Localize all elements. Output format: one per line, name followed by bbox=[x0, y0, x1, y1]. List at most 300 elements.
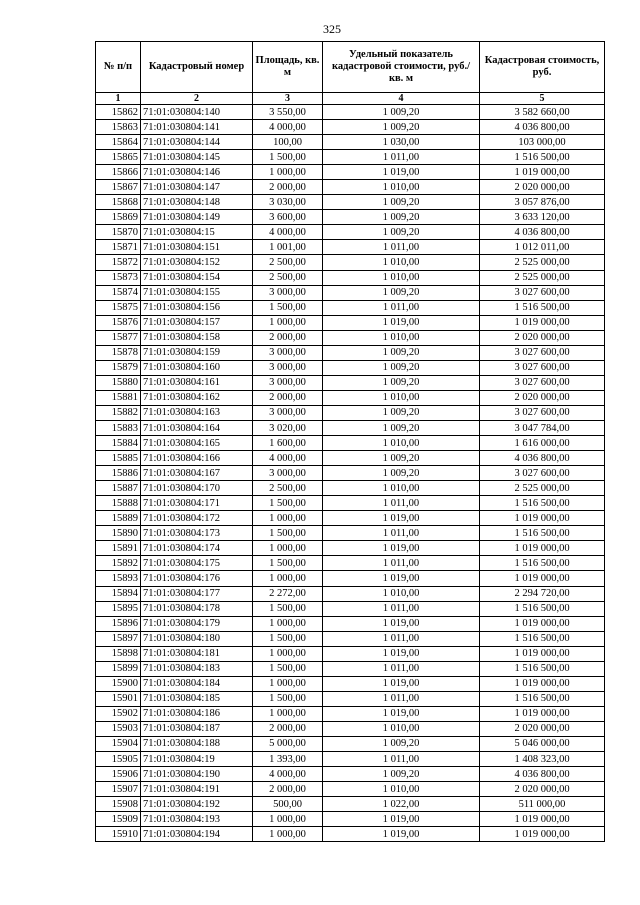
unit-value-cell: 1 010,00 bbox=[323, 481, 480, 496]
area-cell: 1 000,00 bbox=[253, 827, 323, 842]
area-cell: 1 500,00 bbox=[253, 496, 323, 511]
area-cell: 4 000,00 bbox=[253, 120, 323, 135]
row-number-cell: 15864 bbox=[96, 135, 141, 150]
table-row bbox=[96, 812, 605, 827]
unit-value-cell: 1 009,20 bbox=[323, 195, 480, 210]
cadastral-number-cell: 71:01:030804:191 bbox=[141, 782, 253, 797]
table-row bbox=[96, 541, 605, 556]
cadastral-value-cell: 2 020 000,00 bbox=[480, 721, 605, 736]
cadastral-number-cell: 71:01:030804:170 bbox=[141, 481, 253, 496]
area-cell: 4 000,00 bbox=[253, 225, 323, 240]
area-cell: 1 393,00 bbox=[253, 752, 323, 767]
table-row bbox=[96, 782, 605, 797]
row-number-cell: 15905 bbox=[96, 752, 141, 767]
cadastral-number-cell: 71:01:030804:161 bbox=[141, 375, 253, 390]
row-number-cell: 15881 bbox=[96, 390, 141, 405]
unit-value-cell: 1 010,00 bbox=[323, 255, 480, 270]
unit-value-cell: 1 011,00 bbox=[323, 752, 480, 767]
cadastral-value-table bbox=[95, 41, 605, 842]
table-row bbox=[96, 797, 605, 812]
unit-value-cell: 1 009,20 bbox=[323, 420, 480, 435]
area-cell: 3 000,00 bbox=[253, 360, 323, 375]
cadastral-value-cell: 3 027 600,00 bbox=[480, 375, 605, 390]
table-row bbox=[96, 676, 605, 691]
cadastral-value-cell: 1 019 000,00 bbox=[480, 315, 605, 330]
unit-value-cell: 1 019,00 bbox=[323, 571, 480, 586]
cadastral-number-cell: 71:01:030804:177 bbox=[141, 586, 253, 601]
column-number: 5 bbox=[480, 93, 605, 105]
cadastral-value-cell: 1 019 000,00 bbox=[480, 812, 605, 827]
cadastral-number-cell: 71:01:030804:181 bbox=[141, 646, 253, 661]
cadastral-value-cell: 3 057 876,00 bbox=[480, 195, 605, 210]
cadastral-number-cell: 71:01:030804:160 bbox=[141, 360, 253, 375]
row-number-cell: 15888 bbox=[96, 496, 141, 511]
row-number-cell: 15887 bbox=[96, 481, 141, 496]
table-row bbox=[96, 360, 605, 375]
cadastral-number-cell: 71:01:030804:145 bbox=[141, 150, 253, 165]
column-number: 3 bbox=[253, 93, 323, 105]
unit-value-cell: 1 010,00 bbox=[323, 721, 480, 736]
cadastral-value-cell: 3 027 600,00 bbox=[480, 466, 605, 481]
table-row bbox=[96, 345, 605, 360]
table-row bbox=[96, 270, 605, 285]
cadastral-number-cell: 71:01:030804:178 bbox=[141, 601, 253, 616]
cadastral-number-cell: 71:01:030804:141 bbox=[141, 120, 253, 135]
row-number-cell: 15872 bbox=[96, 255, 141, 270]
area-cell: 1 500,00 bbox=[253, 556, 323, 571]
row-number-cell: 15891 bbox=[96, 541, 141, 556]
cadastral-number-cell: 71:01:030804:155 bbox=[141, 285, 253, 300]
cadastral-number-cell: 71:01:030804:149 bbox=[141, 210, 253, 225]
unit-value-cell: 1 009,20 bbox=[323, 105, 480, 120]
area-cell: 5 000,00 bbox=[253, 736, 323, 751]
area-cell: 4 000,00 bbox=[253, 451, 323, 466]
unit-value-cell: 1 010,00 bbox=[323, 330, 480, 345]
area-cell: 2 000,00 bbox=[253, 782, 323, 797]
area-cell: 3 030,00 bbox=[253, 195, 323, 210]
row-number-cell: 15893 bbox=[96, 571, 141, 586]
cadastral-number-cell: 71:01:030804:185 bbox=[141, 691, 253, 706]
cadastral-value-cell: 1 019 000,00 bbox=[480, 541, 605, 556]
area-cell: 2 000,00 bbox=[253, 180, 323, 195]
cadastral-value-cell: 4 036 800,00 bbox=[480, 451, 605, 466]
area-cell: 3 000,00 bbox=[253, 375, 323, 390]
table-row bbox=[96, 721, 605, 736]
area-cell: 100,00 bbox=[253, 135, 323, 150]
cadastral-value-cell: 3 027 600,00 bbox=[480, 360, 605, 375]
cadastral-value-cell: 2 525 000,00 bbox=[480, 255, 605, 270]
row-number-cell: 15884 bbox=[96, 436, 141, 451]
area-cell: 3 000,00 bbox=[253, 405, 323, 420]
cadastral-value-cell: 1 019 000,00 bbox=[480, 511, 605, 526]
table-row bbox=[96, 105, 605, 120]
cadastral-number-cell: 71:01:030804:175 bbox=[141, 556, 253, 571]
unit-value-cell: 1 010,00 bbox=[323, 782, 480, 797]
row-number-cell: 15901 bbox=[96, 691, 141, 706]
unit-value-cell: 1 030,00 bbox=[323, 135, 480, 150]
area-cell: 3 600,00 bbox=[253, 210, 323, 225]
cadastral-number-cell: 71:01:030804:147 bbox=[141, 180, 253, 195]
cadastral-value-cell: 1 516 500,00 bbox=[480, 631, 605, 646]
cadastral-number-cell: 71:01:030804:183 bbox=[141, 661, 253, 676]
cadastral-number-cell: 71:01:030804:19 bbox=[141, 752, 253, 767]
area-cell: 1 000,00 bbox=[253, 511, 323, 526]
column-number: 1 bbox=[96, 93, 141, 105]
row-number-cell: 15885 bbox=[96, 451, 141, 466]
cadastral-value-cell: 5 046 000,00 bbox=[480, 736, 605, 751]
unit-value-cell: 1 011,00 bbox=[323, 300, 480, 315]
area-cell: 500,00 bbox=[253, 797, 323, 812]
table-row bbox=[96, 616, 605, 631]
table-row bbox=[96, 556, 605, 571]
row-number-cell: 15878 bbox=[96, 345, 141, 360]
row-number-cell: 15903 bbox=[96, 721, 141, 736]
unit-value-cell: 1 011,00 bbox=[323, 150, 480, 165]
cadastral-value-cell: 4 036 800,00 bbox=[480, 225, 605, 240]
cadastral-number-cell: 71:01:030804:193 bbox=[141, 812, 253, 827]
cadastral-value-cell: 2 020 000,00 bbox=[480, 330, 605, 345]
cadastral-number-cell: 71:01:030804:190 bbox=[141, 767, 253, 782]
table-row bbox=[96, 405, 605, 420]
area-cell: 2 000,00 bbox=[253, 721, 323, 736]
page-number: 325 bbox=[323, 22, 341, 36]
row-number-cell: 15869 bbox=[96, 210, 141, 225]
unit-value-cell: 1 019,00 bbox=[323, 165, 480, 180]
area-cell: 3 000,00 bbox=[253, 285, 323, 300]
table-row bbox=[96, 496, 605, 511]
column-number: 4 bbox=[323, 93, 480, 105]
table-row bbox=[96, 210, 605, 225]
table-row bbox=[96, 601, 605, 616]
unit-value-cell: 1 019,00 bbox=[323, 541, 480, 556]
unit-value-cell: 1 009,20 bbox=[323, 360, 480, 375]
table-row bbox=[96, 225, 605, 240]
row-number-cell: 15908 bbox=[96, 797, 141, 812]
row-number-cell: 15896 bbox=[96, 616, 141, 631]
cadastral-value-cell: 2 020 000,00 bbox=[480, 180, 605, 195]
area-cell: 1 000,00 bbox=[253, 616, 323, 631]
unit-value-cell: 1 009,20 bbox=[323, 120, 480, 135]
cadastral-value-cell: 103 000,00 bbox=[480, 135, 605, 150]
unit-value-cell: 1 011,00 bbox=[323, 556, 480, 571]
unit-value-cell: 1 011,00 bbox=[323, 240, 480, 255]
table-row bbox=[96, 375, 605, 390]
cadastral-number-cell: 71:01:030804:163 bbox=[141, 405, 253, 420]
area-cell: 1 500,00 bbox=[253, 631, 323, 646]
area-cell: 1 000,00 bbox=[253, 646, 323, 661]
row-number-cell: 15874 bbox=[96, 285, 141, 300]
table-row bbox=[96, 631, 605, 646]
cadastral-number-cell: 71:01:030804:192 bbox=[141, 797, 253, 812]
unit-value-cell: 1 019,00 bbox=[323, 827, 480, 842]
table-row bbox=[96, 150, 605, 165]
unit-value-cell: 1 010,00 bbox=[323, 390, 480, 405]
area-cell: 1 500,00 bbox=[253, 526, 323, 541]
table-header-row bbox=[96, 42, 605, 93]
table-row bbox=[96, 706, 605, 721]
row-number-cell: 15910 bbox=[96, 827, 141, 842]
table-row bbox=[96, 511, 605, 526]
cadastral-value-cell: 2 525 000,00 bbox=[480, 481, 605, 496]
area-cell: 2 500,00 bbox=[253, 481, 323, 496]
cadastral-number-cell: 71:01:030804:140 bbox=[141, 105, 253, 120]
table-row bbox=[96, 466, 605, 481]
cadastral-value-cell: 2 020 000,00 bbox=[480, 782, 605, 797]
area-cell: 1 000,00 bbox=[253, 165, 323, 180]
unit-value-cell: 1 010,00 bbox=[323, 586, 480, 601]
row-number-cell: 15873 bbox=[96, 270, 141, 285]
unit-value-cell: 1 009,20 bbox=[323, 451, 480, 466]
cadastral-number-cell: 71:01:030804:176 bbox=[141, 571, 253, 586]
cadastral-value-cell: 1 019 000,00 bbox=[480, 571, 605, 586]
table-row bbox=[96, 300, 605, 315]
row-number-cell: 15875 bbox=[96, 300, 141, 315]
area-cell: 3 020,00 bbox=[253, 420, 323, 435]
unit-value-cell: 1 011,00 bbox=[323, 691, 480, 706]
unit-value-cell: 1 011,00 bbox=[323, 526, 480, 541]
unit-value-cell: 1 011,00 bbox=[323, 496, 480, 511]
area-cell: 1 000,00 bbox=[253, 541, 323, 556]
cadastral-number-cell: 71:01:030804:156 bbox=[141, 300, 253, 315]
table-row bbox=[96, 661, 605, 676]
cadastral-number-cell: 71:01:030804:146 bbox=[141, 165, 253, 180]
cadastral-value-cell: 1 012 011,00 bbox=[480, 240, 605, 255]
cadastral-value-cell: 1 516 500,00 bbox=[480, 150, 605, 165]
row-number-cell: 15907 bbox=[96, 782, 141, 797]
cadastral-value-cell: 3 633 120,00 bbox=[480, 210, 605, 225]
unit-value-cell: 1 009,20 bbox=[323, 210, 480, 225]
row-number-cell: 15886 bbox=[96, 466, 141, 481]
unit-value-cell: 1 009,20 bbox=[323, 345, 480, 360]
cadastral-number-cell: 71:01:030804:194 bbox=[141, 827, 253, 842]
cadastral-value-cell: 2 525 000,00 bbox=[480, 270, 605, 285]
cadastral-value-cell: 1 019 000,00 bbox=[480, 616, 605, 631]
table-row bbox=[96, 135, 605, 150]
row-number-cell: 15876 bbox=[96, 315, 141, 330]
unit-value-cell: 1 019,00 bbox=[323, 676, 480, 691]
column-number-row bbox=[96, 93, 605, 105]
cadastral-number-cell: 71:01:030804:188 bbox=[141, 736, 253, 751]
cadastral-value-cell: 1 019 000,00 bbox=[480, 827, 605, 842]
table-row bbox=[96, 691, 605, 706]
table-row bbox=[96, 526, 605, 541]
row-number-cell: 15870 bbox=[96, 225, 141, 240]
cadastral-number-cell: 71:01:030804:171 bbox=[141, 496, 253, 511]
row-number-cell: 15890 bbox=[96, 526, 141, 541]
area-cell: 1 500,00 bbox=[253, 661, 323, 676]
cadastral-number-cell: 71:01:030804:159 bbox=[141, 345, 253, 360]
cadastral-value-cell: 1 616 000,00 bbox=[480, 436, 605, 451]
cadastral-value-cell: 1 408 323,00 bbox=[480, 752, 605, 767]
unit-value-cell: 1 019,00 bbox=[323, 646, 480, 661]
area-cell: 1 500,00 bbox=[253, 300, 323, 315]
area-cell: 2 500,00 bbox=[253, 255, 323, 270]
unit-value-cell: 1 009,20 bbox=[323, 375, 480, 390]
row-number-cell: 15871 bbox=[96, 240, 141, 255]
table-row bbox=[96, 180, 605, 195]
table-row bbox=[96, 285, 605, 300]
table-row bbox=[96, 481, 605, 496]
cadastral-value-cell: 1 019 000,00 bbox=[480, 676, 605, 691]
area-cell: 1 500,00 bbox=[253, 601, 323, 616]
cadastral-value-cell: 3 582 660,00 bbox=[480, 105, 605, 120]
row-number-cell: 15867 bbox=[96, 180, 141, 195]
area-cell: 1 000,00 bbox=[253, 706, 323, 721]
table-row bbox=[96, 827, 605, 842]
area-cell: 1 500,00 bbox=[253, 691, 323, 706]
unit-value-cell: 1 009,20 bbox=[323, 405, 480, 420]
cadastral-number-cell: 71:01:030804:165 bbox=[141, 436, 253, 451]
header-cadastral-value: Кадастровая стоимость, руб. bbox=[480, 42, 605, 93]
table-row bbox=[96, 752, 605, 767]
area-cell: 2 000,00 bbox=[253, 390, 323, 405]
header-row-number: № п/п bbox=[96, 42, 141, 93]
table-row bbox=[96, 646, 605, 661]
area-cell: 1 000,00 bbox=[253, 315, 323, 330]
cadastral-number-cell: 71:01:030804:184 bbox=[141, 676, 253, 691]
row-number-cell: 15865 bbox=[96, 150, 141, 165]
unit-value-cell: 1 011,00 bbox=[323, 631, 480, 646]
area-cell: 2 272,00 bbox=[253, 586, 323, 601]
cadastral-number-cell: 71:01:030804:162 bbox=[141, 390, 253, 405]
cadastral-number-cell: 71:01:030804:152 bbox=[141, 255, 253, 270]
unit-value-cell: 1 011,00 bbox=[323, 601, 480, 616]
unit-value-cell: 1 009,20 bbox=[323, 466, 480, 481]
row-number-cell: 15862 bbox=[96, 105, 141, 120]
cadastral-number-cell: 71:01:030804:148 bbox=[141, 195, 253, 210]
row-number-cell: 15879 bbox=[96, 360, 141, 375]
cadastral-value-cell: 3 027 600,00 bbox=[480, 405, 605, 420]
row-number-cell: 15898 bbox=[96, 646, 141, 661]
row-number-cell: 15897 bbox=[96, 631, 141, 646]
unit-value-cell: 1 010,00 bbox=[323, 180, 480, 195]
table-row bbox=[96, 451, 605, 466]
table-row bbox=[96, 571, 605, 586]
cadastral-number-cell: 71:01:030804:172 bbox=[141, 511, 253, 526]
table-row bbox=[96, 586, 605, 601]
cadastral-number-cell: 71:01:030804:157 bbox=[141, 315, 253, 330]
cadastral-number-cell: 71:01:030804:15 bbox=[141, 225, 253, 240]
row-number-cell: 15894 bbox=[96, 586, 141, 601]
area-cell: 4 000,00 bbox=[253, 767, 323, 782]
row-number-cell: 15902 bbox=[96, 706, 141, 721]
row-number-cell: 15895 bbox=[96, 601, 141, 616]
cadastral-number-cell: 71:01:030804:174 bbox=[141, 541, 253, 556]
table-row bbox=[96, 120, 605, 135]
table-row bbox=[96, 255, 605, 270]
table-row bbox=[96, 767, 605, 782]
cadastral-value-cell: 1 516 500,00 bbox=[480, 601, 605, 616]
row-number-cell: 15892 bbox=[96, 556, 141, 571]
table-row bbox=[96, 736, 605, 751]
header-cadastral-number: Кадастровый номер bbox=[141, 42, 253, 93]
area-cell: 1 001,00 bbox=[253, 240, 323, 255]
cadastral-number-cell: 71:01:030804:154 bbox=[141, 270, 253, 285]
row-number-cell: 15863 bbox=[96, 120, 141, 135]
unit-value-cell: 1 019,00 bbox=[323, 812, 480, 827]
unit-value-cell: 1 009,20 bbox=[323, 736, 480, 751]
table-row bbox=[96, 436, 605, 451]
row-number-cell: 15906 bbox=[96, 767, 141, 782]
row-number-cell: 15868 bbox=[96, 195, 141, 210]
unit-value-cell: 1 019,00 bbox=[323, 616, 480, 631]
cadastral-value-cell: 1 516 500,00 bbox=[480, 300, 605, 315]
header-area: Площадь, кв. м bbox=[253, 42, 323, 93]
area-cell: 2 500,00 bbox=[253, 270, 323, 285]
cadastral-value-cell: 511 000,00 bbox=[480, 797, 605, 812]
cadastral-value-cell: 1 019 000,00 bbox=[480, 706, 605, 721]
table-row bbox=[96, 315, 605, 330]
unit-value-cell: 1 009,20 bbox=[323, 767, 480, 782]
area-cell: 3 000,00 bbox=[253, 466, 323, 481]
cadastral-number-cell: 71:01:030804:158 bbox=[141, 330, 253, 345]
unit-value-cell: 1 010,00 bbox=[323, 436, 480, 451]
table-row bbox=[96, 195, 605, 210]
row-number-cell: 15899 bbox=[96, 661, 141, 676]
header-unit-value: Удельный показатель кадастровой стоимости, руб./кв. м bbox=[323, 42, 480, 93]
unit-value-cell: 1 019,00 bbox=[323, 706, 480, 721]
cadastral-number-cell: 71:01:030804:164 bbox=[141, 420, 253, 435]
cadastral-number-cell: 71:01:030804:151 bbox=[141, 240, 253, 255]
row-number-cell: 15866 bbox=[96, 165, 141, 180]
cadastral-value-cell: 1 516 500,00 bbox=[480, 661, 605, 676]
table-row bbox=[96, 165, 605, 180]
area-cell: 1 000,00 bbox=[253, 676, 323, 691]
area-cell: 1 000,00 bbox=[253, 812, 323, 827]
cadastral-value-cell: 2 020 000,00 bbox=[480, 390, 605, 405]
cadastral-number-cell: 71:01:030804:167 bbox=[141, 466, 253, 481]
cadastral-value-cell: 4 036 800,00 bbox=[480, 120, 605, 135]
cadastral-value-cell: 1 019 000,00 bbox=[480, 165, 605, 180]
area-cell: 3 000,00 bbox=[253, 345, 323, 360]
area-cell: 3 550,00 bbox=[253, 105, 323, 120]
unit-value-cell: 1 011,00 bbox=[323, 661, 480, 676]
row-number-cell: 15883 bbox=[96, 420, 141, 435]
table-row bbox=[96, 330, 605, 345]
row-number-cell: 15900 bbox=[96, 676, 141, 691]
cadastral-number-cell: 71:01:030804:186 bbox=[141, 706, 253, 721]
area-cell: 1 500,00 bbox=[253, 150, 323, 165]
table-row bbox=[96, 390, 605, 405]
cadastral-number-cell: 71:01:030804:173 bbox=[141, 526, 253, 541]
cadastral-number-cell: 71:01:030804:144 bbox=[141, 135, 253, 150]
cadastral-number-cell: 71:01:030804:166 bbox=[141, 451, 253, 466]
unit-value-cell: 1 009,20 bbox=[323, 225, 480, 240]
area-cell: 1 600,00 bbox=[253, 436, 323, 451]
row-number-cell: 15877 bbox=[96, 330, 141, 345]
row-number-cell: 15882 bbox=[96, 405, 141, 420]
unit-value-cell: 1 010,00 bbox=[323, 270, 480, 285]
cadastral-number-cell: 71:01:030804:179 bbox=[141, 616, 253, 631]
unit-value-cell: 1 019,00 bbox=[323, 315, 480, 330]
unit-value-cell: 1 022,00 bbox=[323, 797, 480, 812]
area-cell: 2 000,00 bbox=[253, 330, 323, 345]
unit-value-cell: 1 019,00 bbox=[323, 511, 480, 526]
table-row bbox=[96, 240, 605, 255]
table-body bbox=[96, 105, 605, 842]
cadastral-value-cell: 1 516 500,00 bbox=[480, 496, 605, 511]
cadastral-value-cell: 3 047 784,00 bbox=[480, 420, 605, 435]
area-cell: 1 000,00 bbox=[253, 571, 323, 586]
cadastral-value-cell: 2 294 720,00 bbox=[480, 586, 605, 601]
cadastral-value-cell: 1 516 500,00 bbox=[480, 691, 605, 706]
row-number-cell: 15889 bbox=[96, 511, 141, 526]
column-number: 2 bbox=[141, 93, 253, 105]
cadastral-value-cell: 1 019 000,00 bbox=[480, 646, 605, 661]
cadastral-number-cell: 71:01:030804:187 bbox=[141, 721, 253, 736]
table-row bbox=[96, 420, 605, 435]
cadastral-number-cell: 71:01:030804:180 bbox=[141, 631, 253, 646]
